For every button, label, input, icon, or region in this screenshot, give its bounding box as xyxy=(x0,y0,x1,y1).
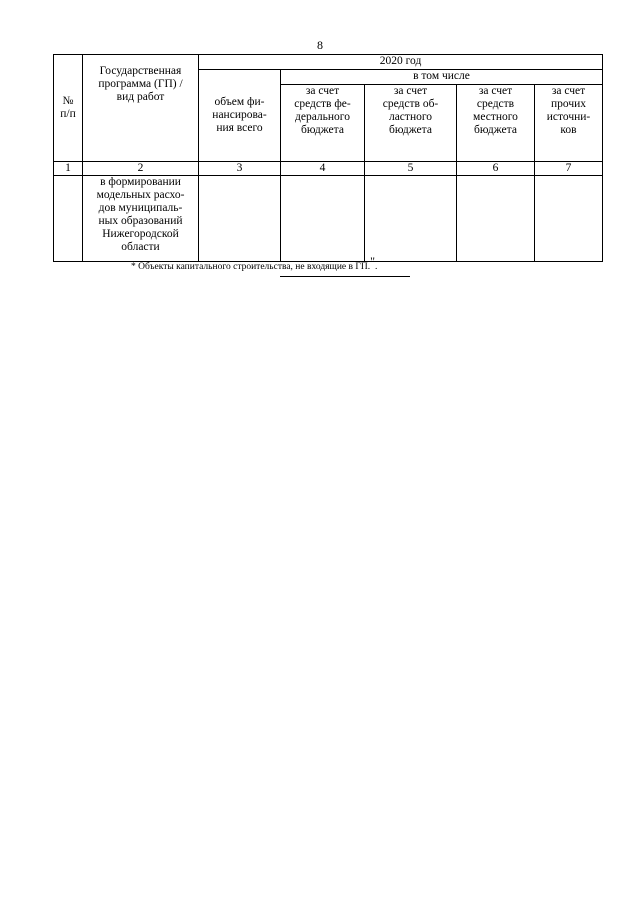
column-number: 4 xyxy=(281,162,365,176)
cell-row-number xyxy=(54,176,83,262)
header-including: в том числе xyxy=(281,70,603,85)
cell-local xyxy=(457,176,535,262)
header-local-budget: за счет средств местного бюджета xyxy=(457,85,535,162)
cell-total xyxy=(199,176,281,262)
column-number: 7 xyxy=(535,162,603,176)
financing-table xyxy=(53,54,603,262)
cell-federal xyxy=(281,176,365,262)
footnote: * Объекты капитального строительства, не входящие в ГП.". xyxy=(131,254,378,273)
cell-program: в формировании модельных расхо- дов муниципаль- ных образований Нижегородской области xyxy=(83,176,199,262)
header-row-number: № п/п xyxy=(54,55,83,162)
column-number: 5 xyxy=(365,162,457,176)
footnote-rule xyxy=(280,276,410,277)
header-year: 2020 год xyxy=(199,55,603,70)
cell-regional xyxy=(365,176,457,262)
header-regional-budget: за счет средств об- ластного бюджета xyxy=(365,85,457,162)
header-total-financing: объем фи- нансирова- ния всего xyxy=(199,70,281,162)
column-number: 6 xyxy=(457,162,535,176)
column-number: 2 xyxy=(83,162,199,176)
column-number: 1 xyxy=(54,162,83,176)
column-numbers-row xyxy=(54,162,603,176)
cell-other xyxy=(535,176,603,262)
header-federal-budget: за счет средств фе- дерального бюджета xyxy=(281,85,365,162)
table-row xyxy=(54,176,603,262)
closing-quote: " xyxy=(370,254,376,268)
column-number: 3 xyxy=(199,162,281,176)
header-other-sources: за счет прочих источни- ков xyxy=(535,85,603,162)
header-program: Государственная программа (ГП) / вид работ xyxy=(83,55,199,162)
page-number: 8 xyxy=(317,38,323,52)
footnote-text: * Объекты капитального строительства, не входящие в ГП. xyxy=(131,262,371,273)
